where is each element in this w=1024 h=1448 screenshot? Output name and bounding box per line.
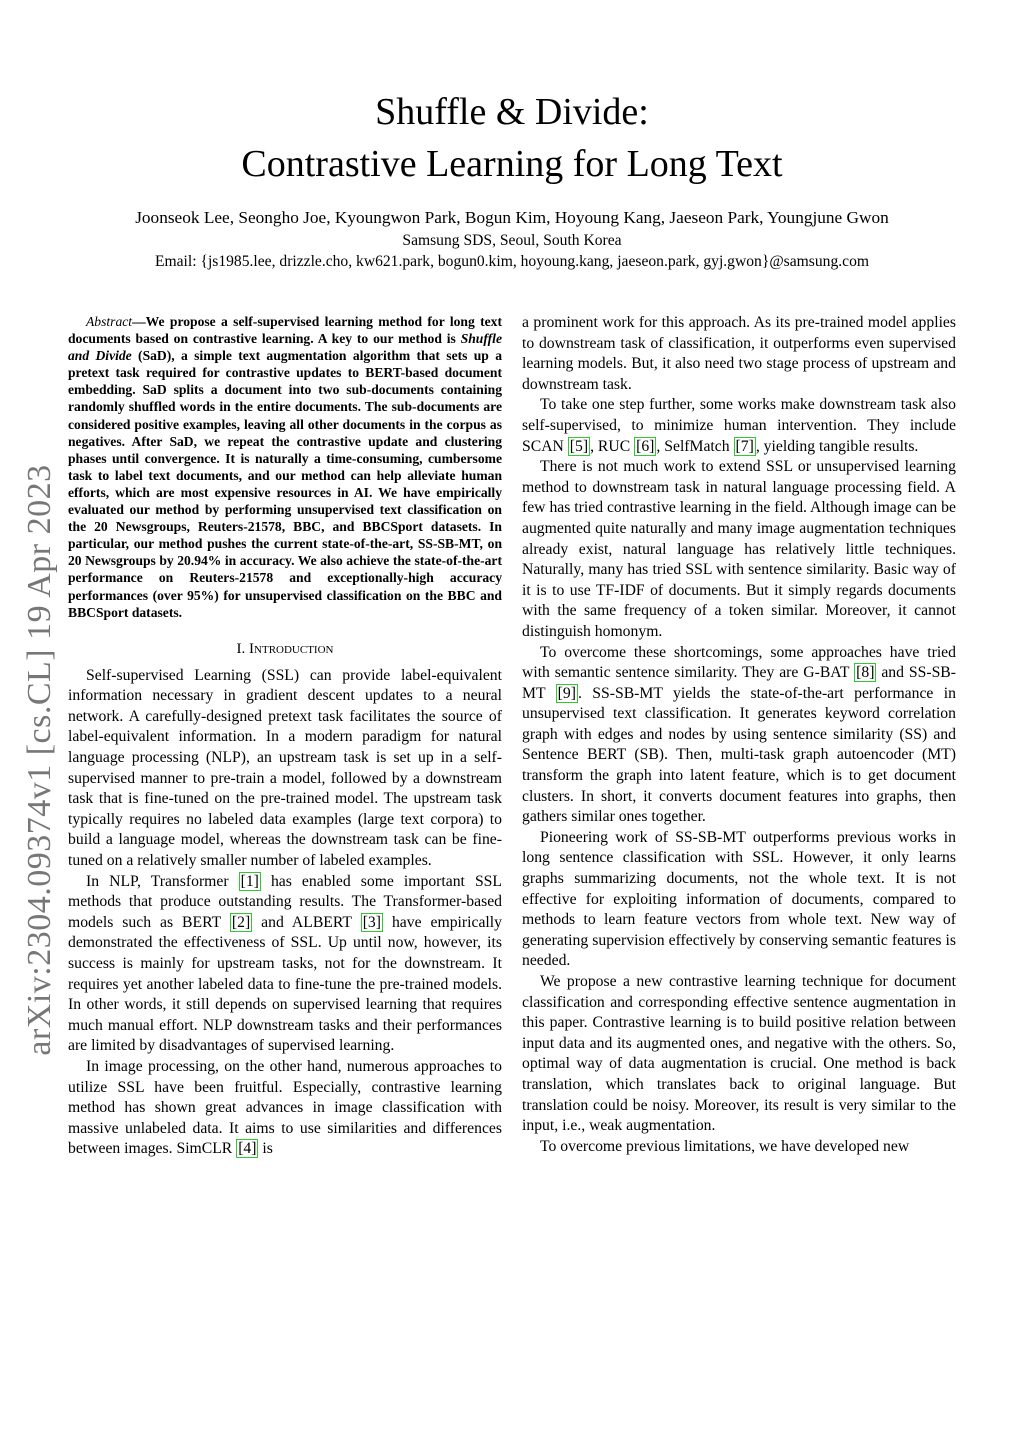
paragraph-text: , RUC [590, 437, 635, 455]
right-column [522, 313, 956, 1157]
intro-paragraph-9: To overcome previous limitations, we have developed new [540, 1137, 910, 1155]
paragraph-text: In image processing, on the other hand, numerous approaches to utilize SSL have been fruitful. Especially, contrastive learning method has shown great advances in image classification with massive unlabeled data. It aims to use similarities and differences between images. SimCLR [68, 1057, 502, 1158]
paragraph-text: and SS-SB-MT [522, 664, 956, 702]
arxiv-identifier-text: arXiv:2304.09374v1 [cs.CL] 19 Apr 2023 [21, 464, 58, 1056]
intro-paragraph-5: There is not much work to extend SSL or unsupervised learning method to downstream task in natural language processing field. A few has tried contrastive learning in the field. Although image can be augmented quite naturally and many image augmentation techniques already exist, natural language has relatively little techniques. Naturally, many has tried SSL with sentence similarity. Basic way of it is to use TF-IDF of documents. But it simply regards documents with the same frequency of a token similar. Moreover, it cannot distinguish homonym. [522, 458, 956, 640]
intro-paragraph-8: We propose a new contrastive learning technique for document classification and corresponding effective sentence augmentation in this paper. Contrastive learning is to build positive relation between input data and its augmented ones, and negative with the others. So, optimal way of data augmentation is crucial. One method is back translation, which translates back to original language. But translation could be noisy. Moreover, its result is very similar to the input, i.e., weak augmentation. [522, 973, 956, 1135]
abstract-dash: — [132, 314, 146, 329]
abstract-text-1: We propose a self-supervised learning method for long text documents based on contrastive learning. A key to our method is [68, 314, 502, 347]
citation-link[interactable]: [6] [636, 437, 655, 455]
paragraph-text: To take one step further, some works make downstream task also self-supervised, to minimize human intervention. They include SCAN [522, 396, 956, 455]
abstract [68, 313, 502, 621]
citation-link[interactable]: [4] [238, 1140, 257, 1158]
abstract-label: Abstract [86, 314, 133, 329]
abstract-method-name: Shuffle and Divide [68, 331, 502, 364]
citation-link[interactable]: [5] [569, 437, 589, 455]
paragraph-text: is [258, 1140, 273, 1158]
citation-link[interactable]: [1] [240, 872, 259, 890]
affiliation: Samsung SDS, Seoul, South Korea [402, 232, 622, 249]
email-line: Email: {js1985.lee, drizzle.cho, kw621.park, bogun0.kim, hoyoung.kang, jaeseon.park, gyj.gwon}@samsung.com [154, 253, 870, 270]
abstract-text-2: (SaD), a simple text augmentation algorithm that sets up a pretext task required for contrastive updates to BERT-based document embedding. SaD splits a document into two sub-documents containing randomly shuffled words in the entire documents. The sub-documents are considered positive examples, leaving all other documents in the corpus as negatives. After SaD, we repeat the contrastive update and clustering phases until convergence. It is naturally a time-consuming, cumbersome task to label text documents, and our method can help alleviate human efforts, which are most expensive resources in AI. We have empirically evaluated our method by performing unsupervised text classification on the 20 Newsgroups, Reuters-21578, BBC, and BBCSport datasets. In particular, our method pushes the current state-of-the-art, SS-SB-MT, on 20 Newsgroups by 20.94% in accuracy. We also achieve the state-of-the-art performance on Reuters-21578 and exceptionally-high accuracy performances (over 95%) for unsupervised classification on the BBC and BBCSport datasets. [68, 348, 502, 620]
intro-paragraph-3-continued: a prominent work for this approach. As its pre-trained model applies to downstream task of classification, it outperforms even supervised learning models. But, it also need two stage process of upstream and downstream task. [522, 314, 956, 393]
paragraph-text: . SS-SB-MT yields the state-of-the-art performance in unsupervised text classification. It generates keyword correlation graph with edges and nodes by using sentence similarity (SS) and Sentence BERT (SB). Then, multi-task graph autoencoder (MT) transform the graph into latent feature, which is to get document clusters. In short, it converts document features into graphs, then gathers similar ones together. [522, 684, 956, 826]
paragraph-text: , SelfMatch [656, 437, 734, 455]
paragraph-text: have empirically demonstrated the effectiveness of SSL. Up until now, however, its success is mainly for upstream tasks, not for the downstream. It requires yet another labeled data to fine-tune the pre-trained models. In other words, it still depends on supervised learning that requires much manual effort. NLP downstream tasks and their performances are limited by disadvantages of supervised learning. [68, 913, 502, 1055]
intro-paragraph-3 [68, 1057, 502, 1160]
citation-link[interactable]: [9] [557, 684, 576, 702]
paragraph-text: and ALBERT [252, 913, 361, 931]
author-list: Joonseok Lee, Seongho Joe, Kyoungwon Park, Bogun Kim, Hoyoung Kang, Jaeseon Park, Youngjune Gwon [135, 208, 889, 227]
intro-paragraph-7: Pioneering work of SS-SB-MT outperforms previous works in long sentence classification with SSL. However, it only learns graphs summarizing documents, not the whole text. It is not effective for exploiting information of documents, compared to methods to learn feature vectors from whole text. New way of generating supervision effectively by conserving semantic features is needed. [522, 828, 956, 970]
citation-link[interactable]: [7] [735, 437, 754, 455]
citation-link[interactable]: [3] [362, 913, 381, 931]
left-column [68, 313, 502, 1160]
paper-title [0, 86, 1024, 190]
section-number: I. [236, 640, 250, 657]
citation-link[interactable]: [2] [231, 913, 251, 931]
intro-paragraph-2 [68, 872, 502, 1057]
title-line-2: Contrastive Learning for Long Text [241, 143, 783, 185]
paragraph-text: To overcome these shortcomings, some approaches have tried with semantic sentence similarity. They are G-BAT [522, 643, 956, 682]
intro-paragraph-6 [522, 643, 956, 828]
section-title: Introduction [249, 640, 334, 657]
title-line-1: Shuffle & Divide: [375, 91, 649, 133]
paragraph-text: , yielding tangible results. [755, 437, 919, 455]
intro-paragraph-1: Self-supervised Learning (SSL) can provide label-equivalent information necessary in gradient descent updates to a neural network. A carefully-designed pretext task facilitates the source of label-equivalent information. In a modern paradigm for natural language processing (NLP), an upstream task is set up in a self-supervised manner to pre-train a model, followed by a downstream task that is fine-tuned on the pre-trained model. The upstream task typically requires no labeled data examples (large text corpora) to build a language model, whereas the downstream task can be fine-tuned on a relatively smaller number of labeled examples. [68, 666, 502, 870]
citation-link[interactable]: [8] [856, 664, 875, 682]
paragraph-text: In NLP, Transformer [86, 872, 239, 890]
section-heading-introduction [68, 640, 502, 658]
intro-paragraph-4 [522, 395, 956, 457]
paragraph-text: has enabled some important SSL methods that produce outstanding results. The Transformer-based models such as BERT [68, 872, 502, 931]
arxiv-identifier [10, 450, 70, 1070]
